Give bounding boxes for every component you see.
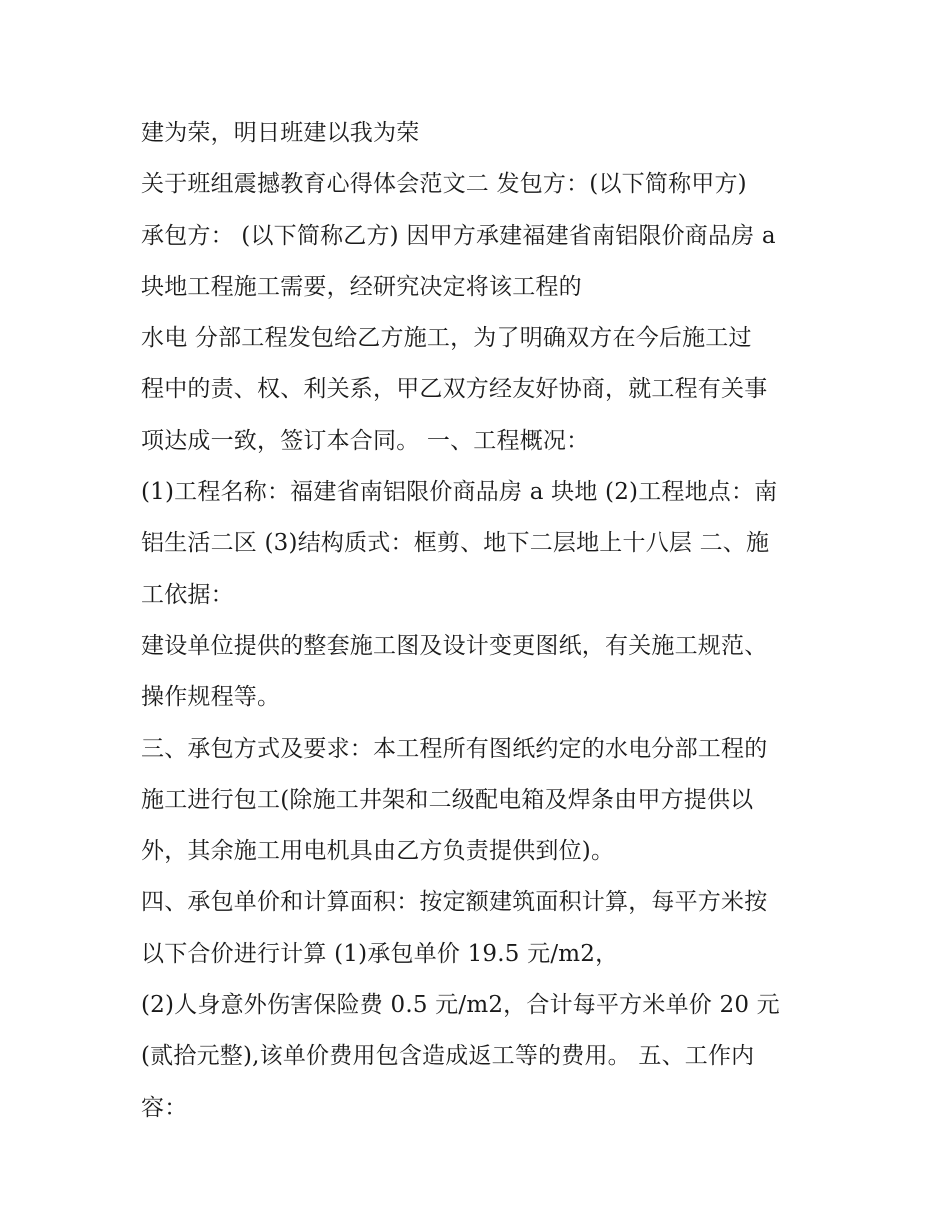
text-line: (2)人身意外伤害保险费 0.5 元/m2，合计每平方米单价 20 元 xyxy=(141,992,780,1019)
text-line: 建设单位提供的整套施工图及设计变更图纸，有关施工规范、 xyxy=(141,632,768,659)
document-body xyxy=(141,108,821,1134)
text-line: 外，其余施工用电机具由乙方负责提供到位)。 xyxy=(141,838,615,865)
text-line: 工依据： xyxy=(141,581,234,608)
text-line: (1)工程名称：福建省南铝限价商品房 a 块地 (2)工程地点：南 xyxy=(141,479,778,506)
text-line: 施工进行包工(除施工井架和二级配电箱及焊条由甲方提供以 xyxy=(141,786,754,813)
text-line: 程中的责、权、利关系，甲乙双方经友好协商，就工程有关事 xyxy=(141,376,768,403)
text-line: 铝生活二区 (3)结构质式：框剪、地下二层地上十八层 二、施 xyxy=(141,530,770,557)
text-line: 建为荣，明日班建以我为荣 xyxy=(141,120,420,146)
text-line: 四、承包单价和计算面积：按定额建筑面积计算，每平方米按 xyxy=(141,889,768,916)
text-line: 项达成一致，签订本合同。 一、工程概况： xyxy=(141,427,590,454)
text-line: 块地工程施工需要，经研究决定将该工程的 xyxy=(141,273,582,300)
text-line: (贰拾元整),该单价费用包含造成返工等的费用。 五、工作内 xyxy=(141,1043,755,1070)
text-line: 水电 分部工程发包给乙方施工，为了明确双方在今后施工过 xyxy=(141,325,752,352)
text-line: 以下合价进行计算 (1)承包单价 19.5 元/m2， xyxy=(141,940,619,967)
text-line: 承包方： (以下简称乙方) 因甲方承建福建省南铝限价商品房 a xyxy=(141,222,776,249)
text-line: 操作规程等。 xyxy=(141,684,281,711)
text-line: 容： xyxy=(141,1094,188,1121)
text-line: 关于班组震撼教育心得体会范文二 发包方：(以下简称甲方) xyxy=(141,171,747,198)
text-line: 三、承包方式及要求：本工程所有图纸约定的水电分部工程的 xyxy=(141,735,768,762)
